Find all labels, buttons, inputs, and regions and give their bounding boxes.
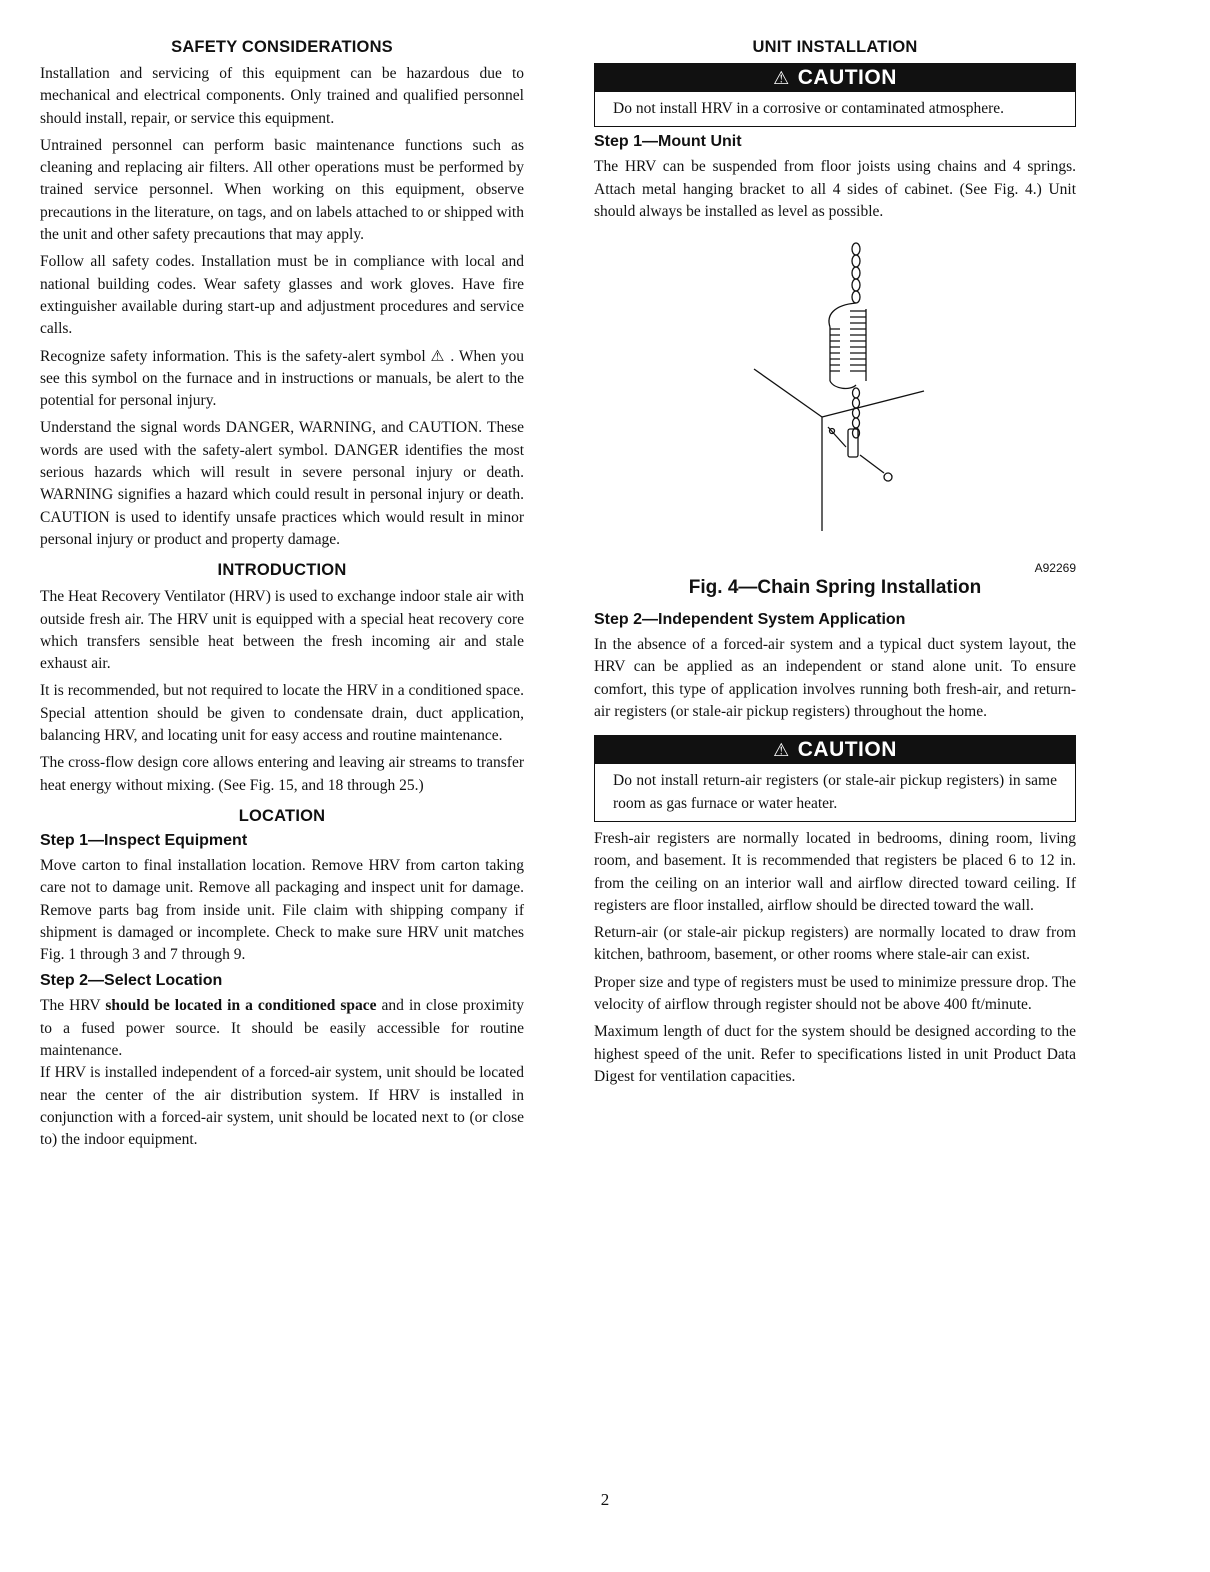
unit-installation-heading: UNIT INSTALLATION <box>752 38 918 56</box>
caution-text-1: Do not install HRV in a corrosive or contaminated atmosphere. <box>613 100 1005 117</box>
caution-box-2 <box>594 735 1076 822</box>
step2-independent-heading: Step 2—Independent System Application <box>594 611 906 629</box>
safety-paragraph-4: Recognize safety information. This is the safety-alert symbol ⚠ . When you see this symbol on the furnace and in instructions or manuals, be alert to the potential for personal injury. <box>40 347 524 410</box>
chain-spring-figure <box>594 231 1076 561</box>
safety-paragraph-5: Understand the signal words DANGER, WARNING, and CAUTION. These words are used with the safety-alert symbol. DANGER identifies the most serious hazards which will result in severe personal injury or death. WARNING signifies a hazard which could result in personal injury or death. CAUTION is used to identify unsafe practices which would result in minor personal injury or product and property damage. <box>40 419 524 548</box>
introduction-heading: INTRODUCTION <box>217 561 347 580</box>
intro-paragraph-1: The Heat Recovery Ventilator (HRV) is used to exchange indoor stale air with outside fresh air. The HRV unit is equipped with a special heat recovery core which transfers sensible heat between the fresh incoming air and stale exhaust air. <box>40 588 524 673</box>
caution-banner-2: ⚠ CAUTION <box>595 736 1075 764</box>
safety-paragraph-2: Untrained personnel can perform basic maintenance functions such as cleaning and replacing air filters. All other operations must be performed by trained service personnel. When working on this equipment, observe precautions in the literature, on tags, and on labels attached to or shipped with the unit and other safety precautions that may apply. <box>40 136 524 244</box>
right-column <box>594 38 1076 1093</box>
return-air-paragraph: Return-air (or stale-air pickup registers) are normally located to draw from kitchen, bathroom, basement, or other rooms where stale-air can exist. <box>594 924 1076 964</box>
safety-paragraph-3: Follow all safety codes. Installation must be in compliance with local and national building codes. Wear safety glasses and work gloves. Have fire extinguisher available during start-up and adjustment procedures and service calls. <box>40 253 524 338</box>
step2-select-paragraph-1: The HRV should be located in a conditioned space and in close proximity to a fused power source. It should be easily accessible for routine maintenance. <box>40 997 525 1059</box>
location-heading: LOCATION <box>238 806 326 825</box>
figure-id: A92269 <box>1034 561 1076 576</box>
page-number: 2 <box>600 1490 610 1509</box>
register-size-paragraph: Proper size and type of registers must be used to minimize pressure drop. The velocity of airflow through register should not be above 400 ft/minute. <box>594 973 1076 1014</box>
warning-triangle-icon: ⚠ <box>773 68 790 88</box>
safety-heading: SAFETY CONSIDERATIONS <box>171 38 393 56</box>
duct-length-paragraph: Maximum length of duct for the system should be designed according to the highest speed of the unit. Refer to specifications listed in unit Product Data Digest for ventilation capacities. <box>594 1023 1076 1085</box>
step2-select-heading: Step 2—Select Location <box>40 972 223 990</box>
spring-icon <box>829 303 866 388</box>
fresh-air-paragraph: Fresh-air registers are normally located in bedrooms, dining room, living room, and basement. It is recommended that registers be placed 6 to 12 in. from the ceiling on an interior wall and airflow directed toward ceiling. If registers are floor installed, airflow should be directed toward the wall. <box>594 829 1076 914</box>
caution-banner-1: ⚠ CAUTION <box>595 64 1075 92</box>
chain-icon <box>852 243 860 303</box>
safety-paragraph-1: Installation and servicing of this equipment can be hazardous due to mechanical and electrical components. Only trained and qualified personnel should install, repair, or service this equipment. <box>40 65 524 127</box>
intro-paragraph-2: It is recommended, but not required to locate the HRV in a conditioned space. Special attention should be given to condensate drain, duct application, balancing HRV, and locating unit for easy access and routine maintenance. <box>40 682 524 745</box>
figure-caption: Fig. 4—Chain Spring Installation <box>688 577 982 599</box>
step2-select-paragraph-2: If HRV is installed independent of a forced-air system, unit should be located near the center of the air distribution system. If HRV is installed in conjunction with a forced-air system, unit should be located next to (or close to) the indoor equipment. <box>40 1064 524 1149</box>
warning-triangle-icon: ⚠ <box>773 740 790 761</box>
step1-mount-paragraph: The HRV can be suspended from floor joists using chains and 4 springs. Attach metal hanging bracket to all 4 sides of cabinet. (See Fig. 4.) Unit should always be installed as level as possible. <box>594 158 1076 220</box>
step1-inspect-paragraph: Move carton to final installation location. Remove HRV from carton taking care not to damage unit. Remove all packaging and inspect unit for damage. Remove parts bag from inside unit. File claim with shipping company if shipment is damaged or incomplete. Check to make sure HRV unit matches Fig. 1 through 3 and 7 through 9. <box>40 856 524 964</box>
step2-independent-paragraph: In the absence of a forced-air system and a typical duct system layout, the HRV can be applied as an independent or stand alone unit. To ensure comfort, this type of application involves running both fresh-air, and return-air registers (or stale-air pickup registers) throughout the home. <box>594 636 1076 721</box>
caution-text-2: Do not install return-air registers (or stale-air pickup registers) in same room as gas furnace or water heater. <box>613 772 1057 812</box>
step1-mount-heading: Step 1—Mount Unit <box>594 133 742 151</box>
left-column <box>40 38 524 1156</box>
caution-box-1 <box>594 63 1076 127</box>
intro-paragraph-3: The cross-flow design core allows entering and leaving air streams to transfer heat energy without mixing. (See Fig. 15, and 18 through 25.) <box>40 754 524 794</box>
chain-spring-drawing <box>594 231 1076 561</box>
step1-inspect-heading: Step 1—Inspect Equipment <box>40 831 248 849</box>
